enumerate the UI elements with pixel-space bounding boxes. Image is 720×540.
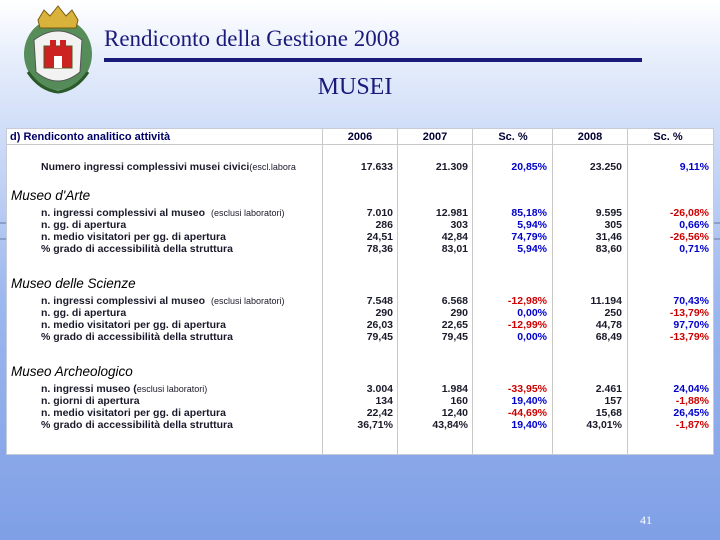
table-row xyxy=(7,161,713,173)
column-header: Sc. % xyxy=(498,131,528,143)
cell: 20,85% xyxy=(511,161,547,173)
cell: 3.004 xyxy=(366,383,393,395)
row-label: % grado di accessibilità della struttura xyxy=(41,419,233,431)
cell: 83,01 xyxy=(441,243,468,255)
table-row xyxy=(7,243,713,255)
cell: 290 xyxy=(450,307,468,319)
table-row xyxy=(7,419,713,431)
cell: -13,79% xyxy=(669,307,709,319)
cell: -12,98% xyxy=(507,295,547,307)
slide-subtitle: MUSEI xyxy=(317,74,393,100)
cell: 31,46 xyxy=(595,231,622,243)
cell: 290 xyxy=(375,307,393,319)
cell: 12.981 xyxy=(435,207,468,219)
cell: 305 xyxy=(604,219,622,231)
section-title: Museo delle Scienze xyxy=(11,276,136,291)
page-number: 41 xyxy=(640,513,652,527)
cell: 6.568 xyxy=(441,295,468,307)
slide-title: Rendiconto della Gestione 2008 xyxy=(104,26,400,51)
table-row xyxy=(7,383,713,395)
cell: 79,45 xyxy=(441,331,468,343)
row-label: n. gg. di apertura xyxy=(41,219,127,231)
cell: 42,84 xyxy=(441,231,468,243)
row-label: n. medio visitatori per gg. di apertura xyxy=(41,407,226,419)
cell: 68,49 xyxy=(595,331,622,343)
cell: 44,78 xyxy=(595,319,622,331)
title-underline xyxy=(104,58,642,62)
cell: 79,45 xyxy=(366,331,393,343)
cell: 9,11% xyxy=(679,161,709,173)
cell: 2.461 xyxy=(595,383,622,395)
table-caption: d) Rendiconto analitico attività xyxy=(10,131,171,143)
cell: 24,04% xyxy=(673,383,709,395)
row-label: % grado di accessibilità della struttura xyxy=(41,331,233,343)
cell: 22,42 xyxy=(366,407,393,419)
cell: 78,36 xyxy=(366,243,393,255)
cell: -1,88% xyxy=(675,395,709,407)
cell: 43,01% xyxy=(586,419,622,431)
cell: -12,99% xyxy=(507,319,547,331)
cell: -33,95% xyxy=(507,383,547,395)
cell: 97,70% xyxy=(673,319,709,331)
header-divider xyxy=(7,144,713,145)
table-row xyxy=(7,219,713,231)
cell: 0,71% xyxy=(679,243,709,255)
cell: 24,51 xyxy=(366,231,393,243)
cell: 12,40 xyxy=(441,407,468,419)
table-row xyxy=(7,407,713,419)
column-header: Sc. % xyxy=(653,131,683,143)
cell: 0,66% xyxy=(679,219,709,231)
table-row xyxy=(7,207,713,219)
column-header: 2006 xyxy=(347,131,373,143)
cell: 85,18% xyxy=(511,207,547,219)
row-label: % grado di accessibilità della struttura xyxy=(41,243,233,255)
cell: 7.548 xyxy=(366,295,393,307)
cell: 26,03 xyxy=(366,319,393,331)
section-title: Museo Archeologico xyxy=(11,364,133,379)
cell: 36,71% xyxy=(357,419,393,431)
row-label: n. giorni di apertura xyxy=(41,395,140,407)
cell: 5,94% xyxy=(517,243,547,255)
cell: 286 xyxy=(375,219,393,231)
cell: 7.010 xyxy=(366,207,393,219)
table-row xyxy=(7,295,713,307)
table-row xyxy=(7,231,713,243)
cell: 15,68 xyxy=(595,407,622,419)
table-row xyxy=(7,307,713,319)
cell: 70,43% xyxy=(673,295,709,307)
cell: 23.250 xyxy=(589,161,622,173)
row-label: n. medio visitatori per gg. di apertura xyxy=(41,231,226,243)
row-label: n. ingressi complessivi al museo (esclusi laboratori) xyxy=(41,207,285,219)
row-label: n. gg. di apertura xyxy=(41,307,127,319)
cell: -26,08% xyxy=(669,207,709,219)
cell: 19,40% xyxy=(511,395,547,407)
cell: 21.309 xyxy=(435,161,468,173)
cell: 0,00% xyxy=(517,307,547,319)
cell: 303 xyxy=(450,219,468,231)
column-header: 2007 xyxy=(422,131,448,143)
cell: 157 xyxy=(604,395,622,407)
row-label: n. ingressi museo (esclusi laboratori) xyxy=(41,383,208,395)
table-row xyxy=(7,319,713,331)
cell: 22,65 xyxy=(441,319,468,331)
cell: -44,69% xyxy=(507,407,547,419)
row-label: Numero ingressi complessivi musei civici(escl.labora xyxy=(41,161,296,173)
row-label: n. medio visitatori per gg. di apertura xyxy=(41,319,226,331)
cell: 1.984 xyxy=(441,383,468,395)
cell: 0,00% xyxy=(517,331,547,343)
cell: 19,40% xyxy=(511,419,547,431)
cell: 9.595 xyxy=(595,207,622,219)
row-label: n. ingressi complessivi al museo (esclusi laboratori) xyxy=(41,295,285,307)
cell: -1,87% xyxy=(675,419,709,431)
cell: -13,79% xyxy=(669,331,709,343)
cell: 160 xyxy=(450,395,468,407)
section-title: Museo d'Arte xyxy=(11,188,91,203)
cell: 74,79% xyxy=(511,231,547,243)
cell: 134 xyxy=(375,395,393,407)
cell: 43,84% xyxy=(432,419,468,431)
cell: 26,45% xyxy=(673,407,709,419)
data-table xyxy=(6,128,714,455)
cell: 11.194 xyxy=(590,295,622,307)
table-row xyxy=(7,395,713,407)
cell: 250 xyxy=(604,307,622,319)
cell: 83,60 xyxy=(595,243,622,255)
column-header: 2008 xyxy=(577,131,603,143)
cell: -26,56% xyxy=(669,231,709,243)
cell: 5,94% xyxy=(517,219,547,231)
table-row xyxy=(7,331,713,343)
cell: 17.633 xyxy=(323,161,393,173)
